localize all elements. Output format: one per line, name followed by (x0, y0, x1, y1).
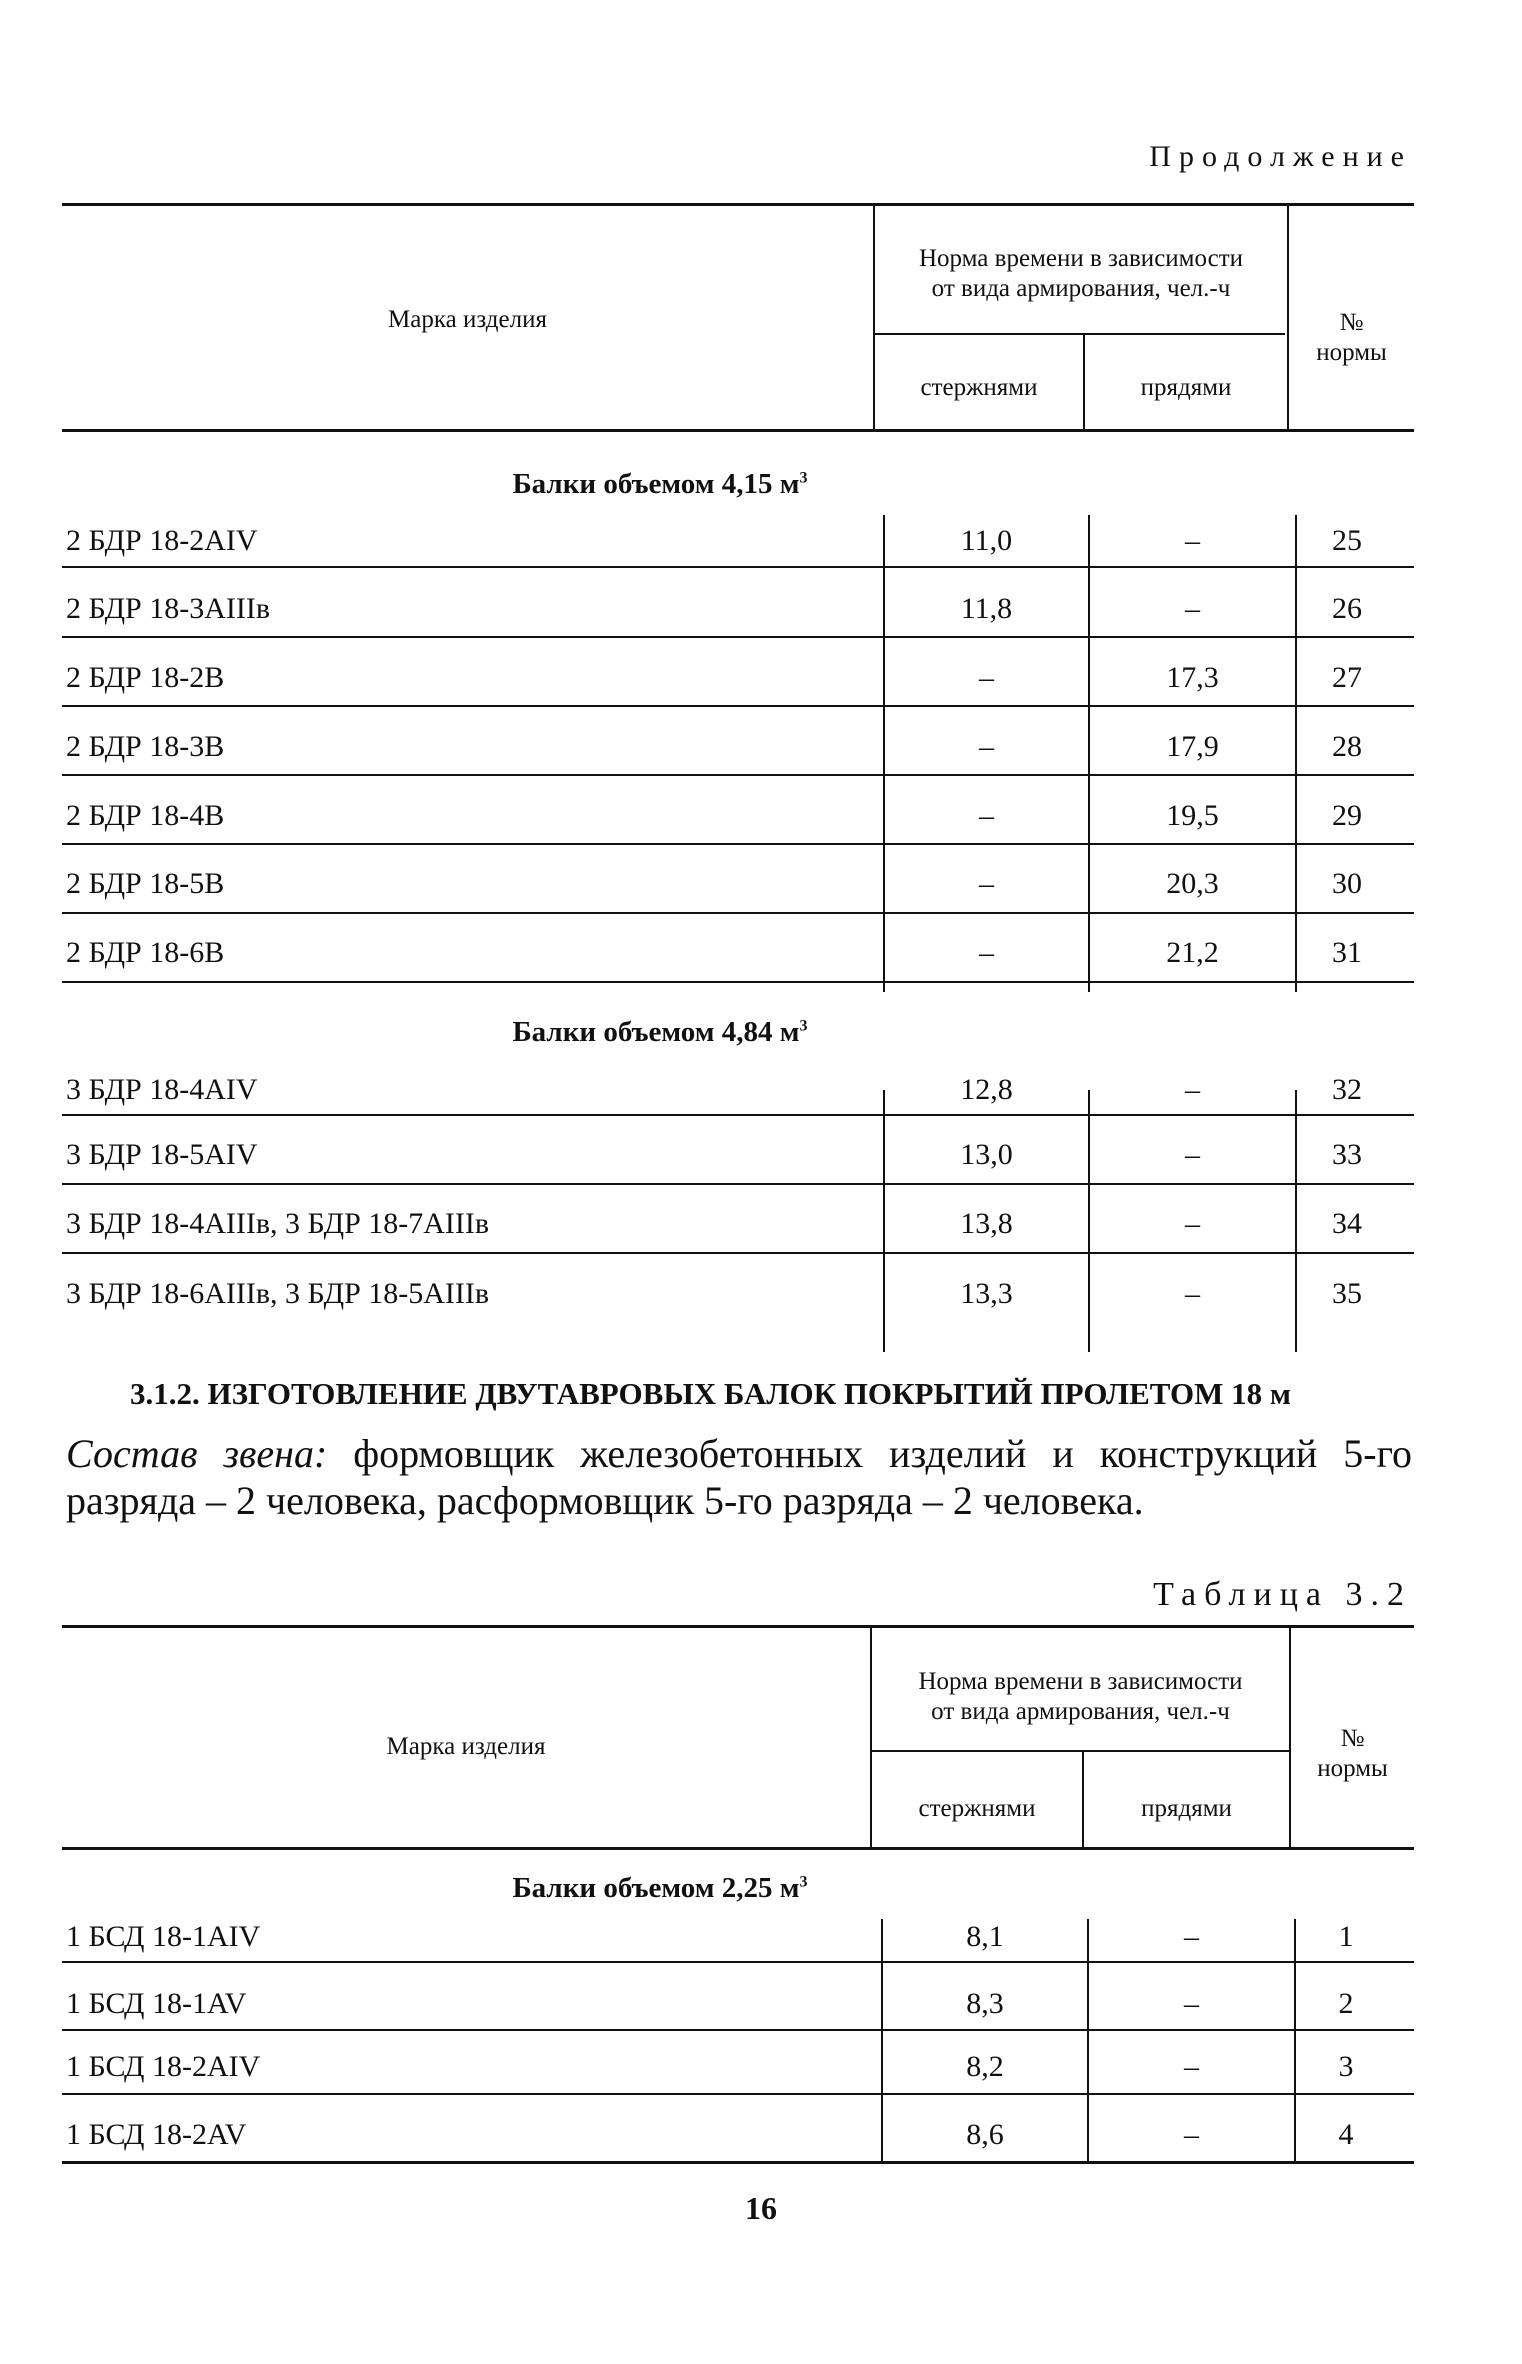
row-rule (62, 774, 1414, 776)
rods-value: 11,0 (960, 524, 1013, 557)
rods-value: 13,3 (960, 1277, 1013, 1310)
row-rule (62, 1252, 1414, 1254)
row-rule (62, 1114, 1414, 1116)
strands-value: – (1184, 2050, 1199, 2083)
strands-value: – (1184, 1920, 1199, 1953)
product-name: 2 БДР 18-6В (66, 936, 225, 969)
crew-label: Состав звена: (66, 1431, 328, 1476)
row-rule (62, 636, 1414, 638)
rods-value: 13,0 (960, 1138, 1013, 1171)
header-rods: стержнями (918, 1795, 1036, 1822)
product-name: 1 БСД 18-1AV (66, 1987, 247, 2020)
row-rule (62, 843, 1414, 845)
norm-number: 33 (1332, 1138, 1362, 1171)
header-no-sign: № (1340, 1725, 1365, 1752)
norm-number: 35 (1332, 1277, 1362, 1310)
norm-number: 25 (1332, 524, 1362, 557)
product-name: 3 БДР 18-4AIV (66, 1073, 258, 1106)
strands-value: – (1185, 1207, 1200, 1240)
crew-paragraph (66, 1430, 1412, 1524)
strands-value: 19,5 (1166, 799, 1219, 832)
rods-value: 8,2 (966, 2050, 1004, 2083)
norm-number: 29 (1332, 799, 1362, 832)
rods-value: 8,3 (966, 1987, 1004, 2020)
header-product: Марка изделия (388, 306, 547, 333)
row-rule (62, 912, 1414, 914)
page-number: 16 (745, 2190, 777, 2226)
norm-number: 31 (1332, 936, 1362, 969)
header-sub-rule (875, 333, 1285, 335)
header-norm-line1: Норма времени в зависимости (918, 1668, 1243, 1695)
continuation-label: Продолжение (1149, 140, 1412, 173)
section-title: Балки объемом 2,25 $м^3$ (512, 1872, 808, 1904)
section-title: Балки объемом 4,15 $м^3$ (512, 468, 808, 500)
header-strands: прядями (1140, 374, 1232, 401)
rods-value: 8,6 (966, 2118, 1004, 2151)
rods-value: 13,8 (960, 1207, 1013, 1240)
row-rule (62, 1961, 1414, 1963)
strands-value: – (1185, 1138, 1200, 1171)
header-no-label: нормы (1316, 339, 1387, 366)
header-norm-line1: Норма времени в зависимости (918, 245, 1244, 272)
row-rule (62, 705, 1414, 707)
norm-number: 26 (1332, 592, 1362, 625)
rods-value: – (979, 661, 994, 694)
product-name: 2 БДР 18-3AIIIв (66, 592, 271, 625)
norm-number: 30 (1332, 867, 1362, 900)
table-label: Таблица 3.2 (1153, 1576, 1412, 1613)
strands-value: – (1185, 524, 1200, 557)
product-name: 2 БДР 18-2В (66, 661, 225, 694)
strands-value: 17,9 (1166, 730, 1219, 763)
header-norm-group (875, 244, 1287, 304)
product-name: 3 БДР 18-4AIIIв, 3 БДР 18-7AIIIв (66, 1207, 490, 1240)
section-title: Балки объемом 4,84 $м^3$ (512, 1016, 808, 1048)
strands-value: – (1185, 1277, 1200, 1310)
strands-value: 21,2 (1166, 936, 1219, 969)
strands-value: – (1184, 1987, 1199, 2020)
rods-value: 12,8 (960, 1073, 1013, 1106)
product-name: 1 БСД 18-1AIV (66, 1920, 261, 1953)
strands-value: – (1184, 2118, 1199, 2151)
header-norm-group (872, 1667, 1289, 1727)
norm-number: 3 (1338, 2050, 1354, 2083)
product-name: 1 БСД 18-2AIV (66, 2050, 261, 2083)
header-product: Марка изделия (386, 1733, 546, 1760)
table-top-rule (62, 1625, 1414, 1628)
crew-text: формовщик железобетонных изделий и конструкций 5-го разряда – 2 человека, расформовщик 5-го разряда – 2 человека. (66, 1431, 1412, 1523)
rods-value: – (979, 936, 994, 969)
header-rods: стержнями (920, 374, 1038, 401)
product-name: 2 БДР 18-3В (66, 730, 225, 763)
rods-value: – (979, 730, 994, 763)
row-rule (62, 2029, 1414, 2031)
header-norm-no (1291, 1724, 1414, 1784)
norm-number: 28 (1332, 730, 1362, 763)
strands-value: – (1185, 592, 1200, 625)
row-rule (62, 566, 1414, 568)
strands-value: – (1185, 1073, 1200, 1106)
table-top-rule (62, 203, 1414, 206)
product-name: 2 БДР 18-4В (66, 799, 225, 832)
norm-number: 2 (1338, 1987, 1354, 2020)
rods-value: 8,1 (966, 1920, 1004, 1953)
header-no-label: нормы (1317, 1755, 1388, 1782)
table-bottom-rule (62, 2161, 1414, 2164)
header-norm-line2: от вида армирования, чел.-ч (931, 275, 1231, 302)
product-name: 2 БДР 18-5В (66, 867, 225, 900)
row-rule (62, 2093, 1414, 2095)
header-bottom-rule (62, 429, 1414, 432)
strands-value: 20,3 (1166, 867, 1219, 900)
norm-number: 32 (1332, 1073, 1362, 1106)
norm-number: 27 (1332, 661, 1362, 694)
product-name: 1 БСД 18-2AV (66, 2118, 247, 2151)
product-name: 3 БДР 18-6AIIIв, 3 БДР 18-5AIIIв (66, 1277, 490, 1310)
header-no-sign: № (1339, 309, 1364, 336)
norm-number: 1 (1338, 1920, 1354, 1953)
norm-number: 4 (1338, 2118, 1354, 2151)
header-bottom-rule (62, 1847, 1414, 1850)
header-norm-no (1289, 308, 1414, 368)
header-strands: прядями (1141, 1795, 1232, 1822)
section-heading: 3.1.2. ИЗГОТОВЛЕНИЕ ДВУТАВРОВЫХ БАЛОК ПОКРЫТИЙ ПРОЛЕТОМ 18 м (130, 1376, 1292, 1411)
header-sub-rule (872, 1750, 1289, 1752)
header-norm-line2: от вида армирования, чел.-ч (931, 1698, 1230, 1725)
product-name: 3 БДР 18-5AIV (66, 1138, 258, 1171)
rods-value: 11,8 (960, 592, 1013, 625)
product-name: 2 БДР 18-2AIV (66, 524, 258, 557)
row-rule (62, 1183, 1414, 1185)
rods-value: – (979, 867, 994, 900)
norm-number: 34 (1332, 1207, 1362, 1240)
rods-value: – (979, 799, 994, 832)
strands-value: 17,3 (1166, 661, 1219, 694)
row-rule (62, 981, 1414, 983)
